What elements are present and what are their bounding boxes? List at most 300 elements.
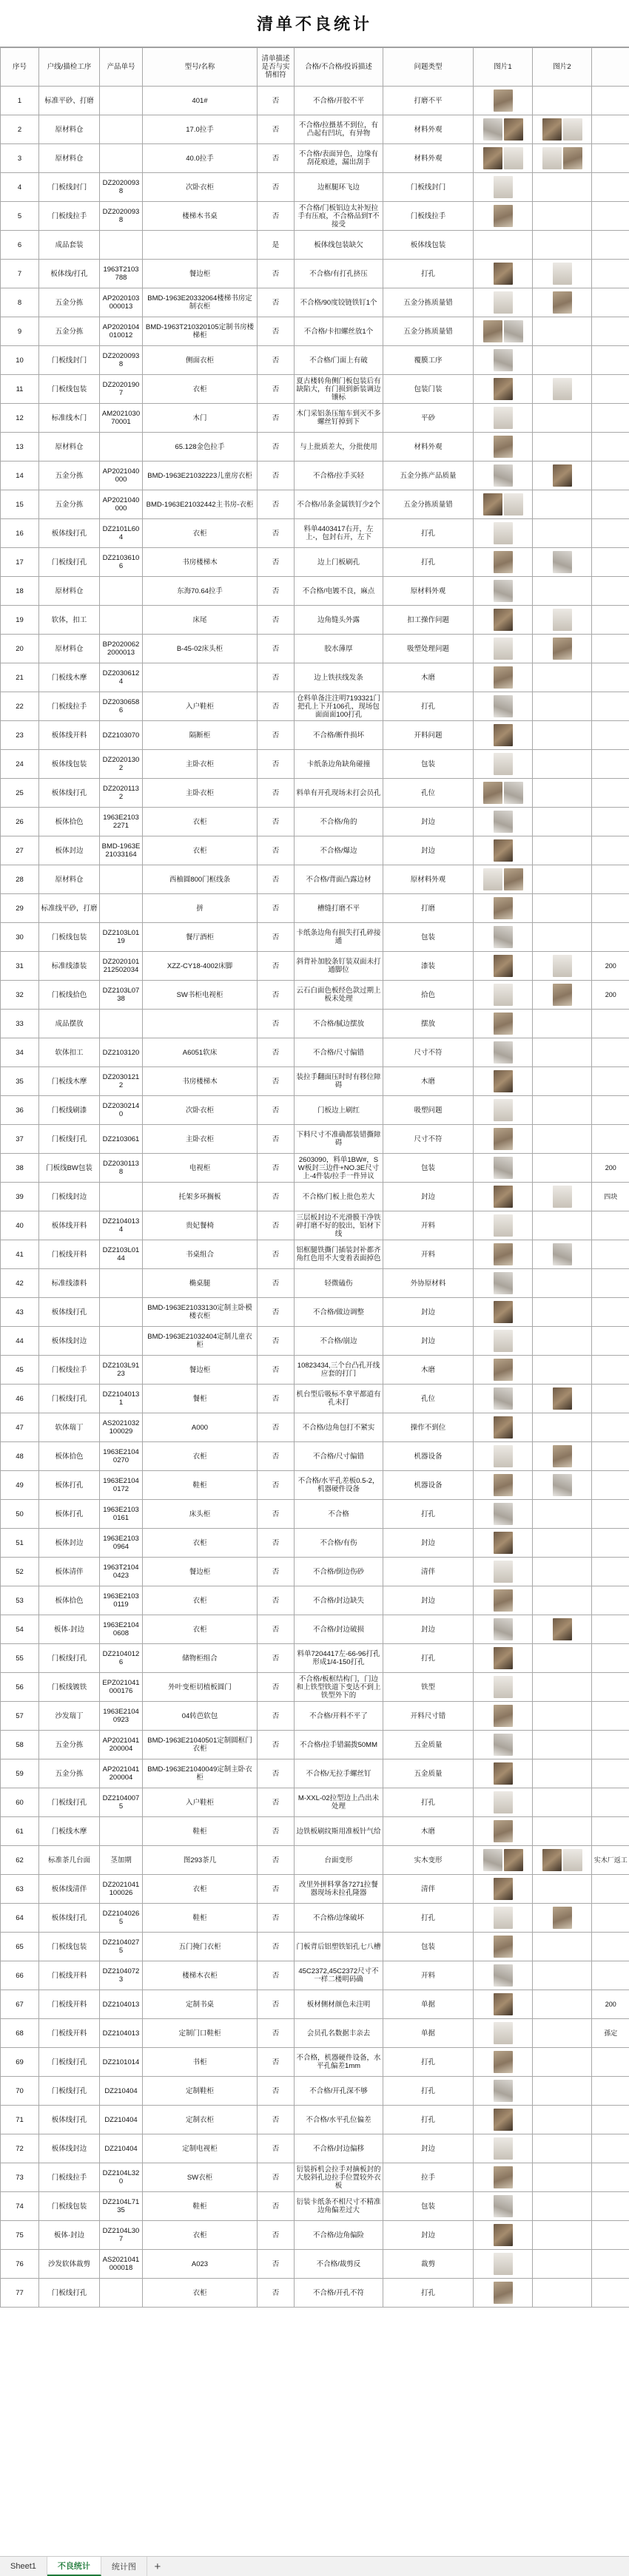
cell-product-no[interactable]: 1963E21040923	[100, 1702, 143, 1731]
cell-product-no[interactable]: DZ2103061	[100, 1125, 143, 1154]
cell-image-2[interactable]	[533, 808, 592, 836]
cell-match[interactable]: 否	[258, 1471, 295, 1500]
cell-description[interactable]: 不合格/水平孔差板0.5-2，机器硬件设备	[295, 1471, 383, 1500]
cell-product-no[interactable]: DZ2020101212502034	[100, 952, 143, 981]
cell-product-no[interactable]: DZ20306124	[100, 663, 143, 692]
cell-match[interactable]: 否	[258, 1759, 295, 1788]
cell-match[interactable]: 否	[258, 1875, 295, 1904]
cell-description[interactable]: 不合格/封边破损	[295, 1615, 383, 1644]
cell-image-1[interactable]	[474, 1500, 533, 1529]
cell-match[interactable]: 否	[258, 202, 295, 231]
photo-thumbnail[interactable]	[494, 1676, 513, 1698]
cell-index[interactable]: 49	[1, 1471, 39, 1500]
cell-model[interactable]: BMD-1963E20332064楼梯书房定制衣柜	[143, 288, 258, 317]
cell-extra[interactable]	[592, 865, 629, 894]
cell-process[interactable]: 板体线清伴	[39, 1875, 100, 1904]
cell-match[interactable]: 否	[258, 433, 295, 462]
cell-image-2[interactable]	[533, 2106, 592, 2134]
cell-image-1[interactable]	[474, 2250, 533, 2279]
cell-issue-type[interactable]: 门板线拉手	[383, 202, 474, 231]
cell-image-2[interactable]	[533, 1759, 592, 1788]
photo-thumbnail[interactable]	[494, 2051, 513, 2073]
cell-match[interactable]: 否	[258, 865, 295, 894]
cell-model[interactable]	[143, 663, 258, 692]
cell-index[interactable]: 32	[1, 981, 39, 1010]
cell-match[interactable]: 否	[258, 750, 295, 779]
col-header-model[interactable]: 型号/名称	[143, 48, 258, 87]
cell-index[interactable]: 48	[1, 1442, 39, 1471]
photo-thumbnail[interactable]	[494, 1186, 513, 1208]
cell-image-1[interactable]	[474, 894, 533, 923]
cell-index[interactable]: 73	[1, 2163, 39, 2192]
cell-extra[interactable]	[592, 2279, 629, 2308]
cell-image-2[interactable]	[533, 1673, 592, 1702]
cell-description[interactable]: 料单4403417右开，左上-，包封右开，左下	[295, 519, 383, 548]
cell-product-no[interactable]: DZ2021041100026	[100, 1875, 143, 1904]
cell-image-1[interactable]	[474, 779, 533, 808]
photo-thumbnail[interactable]	[494, 1734, 513, 1756]
cell-product-no[interactable]: DZ2103L0144	[100, 1240, 143, 1269]
cell-model[interactable]	[143, 1010, 258, 1038]
cell-image-1[interactable]	[474, 144, 533, 173]
cell-product-no[interactable]: DZ20301138	[100, 1154, 143, 1183]
cell-model[interactable]: 定制门口鞋柜	[143, 2019, 258, 2048]
cell-issue-type[interactable]: 木磨	[383, 1817, 474, 1846]
cell-image-1[interactable]	[474, 1817, 533, 1846]
cell-process[interactable]: 门板线拉手	[39, 692, 100, 721]
cell-index[interactable]: 18	[1, 577, 39, 606]
cell-image-2[interactable]	[533, 1558, 592, 1586]
cell-process[interactable]: 板体线封边	[39, 1327, 100, 1356]
cell-process[interactable]: 软体扣工	[39, 1038, 100, 1067]
cell-image-2[interactable]	[533, 462, 592, 490]
photo-thumbnail[interactable]	[483, 320, 502, 342]
cell-process[interactable]: 成品套装	[39, 231, 100, 260]
photo-thumbnail[interactable]	[553, 1387, 572, 1410]
cell-extra[interactable]	[592, 663, 629, 692]
cell-model[interactable]: 侧面衣柜	[143, 346, 258, 375]
photo-thumbnail[interactable]	[494, 1907, 513, 1929]
cell-issue-type[interactable]: 封边	[383, 2134, 474, 2163]
cell-image-1[interactable]	[474, 1644, 533, 1673]
cell-issue-type[interactable]: 打孔	[383, 1500, 474, 1529]
cell-process[interactable]: 原材料仓	[39, 635, 100, 663]
cell-issue-type[interactable]: 五金分拣质量错	[383, 490, 474, 519]
cell-issue-type[interactable]: 孔位	[383, 1385, 474, 1413]
cell-extra[interactable]	[592, 1471, 629, 1500]
photo-thumbnail[interactable]	[483, 782, 502, 804]
photo-thumbnail[interactable]	[494, 2022, 513, 2044]
cell-issue-type[interactable]: 孔位	[383, 779, 474, 808]
cell-image-2[interactable]	[533, 375, 592, 404]
cell-process[interactable]: 原材料仓	[39, 865, 100, 894]
cell-process[interactable]: 板体拾色	[39, 1442, 100, 1471]
cell-model[interactable]: 主卧衣柜	[143, 1125, 258, 1154]
cell-product-no[interactable]: DZ2103L0119	[100, 923, 143, 952]
cell-image-2[interactable]	[533, 1154, 592, 1183]
cell-model[interactable]: SW书柜电视柜	[143, 981, 258, 1010]
photo-thumbnail[interactable]	[494, 897, 513, 919]
cell-index[interactable]: 2	[1, 115, 39, 144]
cell-image-1[interactable]	[474, 1010, 533, 1038]
cell-issue-type[interactable]: 门板线封门	[383, 173, 474, 202]
cell-issue-type[interactable]: 打孔	[383, 1644, 474, 1673]
cell-image-1[interactable]	[474, 1933, 533, 1961]
cell-image-2[interactable]	[533, 1788, 592, 1817]
cell-match[interactable]: 否	[258, 894, 295, 923]
photo-thumbnail[interactable]	[494, 2109, 513, 2131]
cell-description[interactable]: 不合格/尺寸偏错	[295, 1038, 383, 1067]
cell-process[interactable]: 板体封边	[39, 836, 100, 865]
photo-thumbnail[interactable]	[553, 1474, 572, 1496]
cell-extra[interactable]	[592, 144, 629, 173]
cell-description[interactable]: 45C2372,45C2372尺寸不一样二楼明码确	[295, 1961, 383, 1990]
cell-match[interactable]: 否	[258, 1240, 295, 1269]
cell-process[interactable]: 板体线包装	[39, 750, 100, 779]
cell-issue-type[interactable]: 清伴	[383, 1875, 474, 1904]
cell-issue-type[interactable]: 吸塑问题	[383, 1096, 474, 1125]
cell-extra[interactable]	[592, 115, 629, 144]
cell-description[interactable]: 胶水薄厚	[295, 635, 383, 663]
cell-process[interactable]: 门板线拉手	[39, 202, 100, 231]
cell-process[interactable]: 板体·封边	[39, 1615, 100, 1644]
cell-model[interactable]: BMD-1963E21040501定制圆框门衣柜	[143, 1731, 258, 1759]
cell-product-no[interactable]: DZ2103120	[100, 1038, 143, 1067]
cell-extra[interactable]	[592, 1702, 629, 1731]
cell-product-no[interactable]	[100, 87, 143, 115]
cell-description[interactable]: 不合格/背面凸露边材	[295, 865, 383, 894]
photo-thumbnail[interactable]	[494, 2224, 513, 2246]
cell-index[interactable]: 31	[1, 952, 39, 981]
cell-index[interactable]: 71	[1, 2106, 39, 2134]
photo-thumbnail[interactable]	[494, 1243, 513, 1265]
cell-image-2[interactable]	[533, 1615, 592, 1644]
photo-thumbnail[interactable]	[504, 1849, 523, 1871]
cell-extra[interactable]	[592, 779, 629, 808]
cell-issue-type[interactable]: 单据	[383, 2019, 474, 2048]
photo-thumbnail[interactable]	[494, 724, 513, 746]
photo-thumbnail[interactable]	[494, 1878, 513, 1900]
cell-image-1[interactable]	[474, 2163, 533, 2192]
cell-model[interactable]: 衣柜	[143, 2279, 258, 2308]
photo-thumbnail[interactable]	[504, 118, 523, 141]
cell-match[interactable]: 否	[258, 1933, 295, 1961]
cell-image-2[interactable]	[533, 1010, 592, 1038]
cell-description[interactable]: 不合格/倒边伤砂	[295, 1558, 383, 1586]
photo-thumbnail[interactable]	[563, 147, 582, 169]
cell-process[interactable]: 门板线打孔	[39, 548, 100, 577]
col-header-process[interactable]: 户线/描检工序	[39, 48, 100, 87]
cell-image-2[interactable]	[533, 894, 592, 923]
cell-image-2[interactable]	[533, 1327, 592, 1356]
photo-thumbnail[interactable]	[553, 1907, 572, 1929]
cell-process[interactable]: 门板线打孔	[39, 1125, 100, 1154]
photo-thumbnail[interactable]	[504, 147, 523, 169]
cell-extra[interactable]	[592, 692, 629, 721]
cell-index[interactable]: 29	[1, 894, 39, 923]
cell-match[interactable]: 否	[258, 173, 295, 202]
cell-product-no[interactable]: 1963E21040270	[100, 1442, 143, 1471]
cell-product-no[interactable]: BMD-1963E21033164	[100, 836, 143, 865]
cell-extra[interactable]	[592, 260, 629, 288]
cell-process[interactable]: 板体拾色	[39, 1586, 100, 1615]
cell-model[interactable]: 餐柜	[143, 1385, 258, 1413]
cell-image-1[interactable]	[474, 1240, 533, 1269]
cell-description[interactable]: 门板背后铝塑铁铝孔七八槽	[295, 1933, 383, 1961]
cell-issue-type[interactable]: 打孔	[383, 1788, 474, 1817]
cell-extra[interactable]: 200	[592, 981, 629, 1010]
cell-match[interactable]: 是	[258, 231, 295, 260]
cell-index[interactable]: 22	[1, 692, 39, 721]
cell-extra[interactable]	[592, 1933, 629, 1961]
cell-description[interactable]: 不合格	[295, 1500, 383, 1529]
photo-thumbnail[interactable]	[494, 1157, 513, 1179]
cell-model[interactable]: 餐边柜	[143, 260, 258, 288]
cell-index[interactable]: 19	[1, 606, 39, 635]
cell-match[interactable]: 否	[258, 2250, 295, 2279]
photo-thumbnail[interactable]	[494, 666, 513, 689]
cell-issue-type[interactable]: 裁剪	[383, 2250, 474, 2279]
cell-extra[interactable]	[592, 202, 629, 231]
cell-index[interactable]: 4	[1, 173, 39, 202]
cell-description[interactable]: 不合格/门板上批色差大	[295, 1183, 383, 1211]
cell-image-1[interactable]	[474, 1904, 533, 1933]
cell-model[interactable]: 外叶变柜切植板圆门	[143, 1673, 258, 1702]
cell-index[interactable]: 26	[1, 808, 39, 836]
photo-thumbnail[interactable]	[494, 205, 513, 227]
cell-index[interactable]: 20	[1, 635, 39, 663]
cell-model[interactable]: 衣柜	[143, 1442, 258, 1471]
cell-process[interactable]: 门板线打孔	[39, 1788, 100, 1817]
col-header-extra[interactable]	[592, 48, 629, 87]
tab-chart[interactable]: 统计图	[101, 2557, 147, 2576]
cell-process[interactable]: 标准线平砂，打磨	[39, 894, 100, 923]
cell-product-no[interactable]	[100, 433, 143, 462]
cell-model[interactable]: A6051软床	[143, 1038, 258, 1067]
cell-description[interactable]: 仓料单备注注明7193321门把孔上下开106孔，现场包面面面100打孔	[295, 692, 383, 721]
cell-issue-type[interactable]: 封边	[383, 1615, 474, 1644]
cell-description[interactable]: 不合格/门板铝边太补短拉手有压痕，不合格品到T不接受	[295, 202, 383, 231]
photo-thumbnail[interactable]	[494, 1964, 513, 1987]
cell-match[interactable]: 否	[258, 1298, 295, 1327]
cell-extra[interactable]: 孫定	[592, 2019, 629, 2048]
cell-image-2[interactable]	[533, 952, 592, 981]
cell-image-1[interactable]	[474, 635, 533, 663]
cell-process[interactable]: 门板线镀铁	[39, 1673, 100, 1702]
cell-image-2[interactable]	[533, 404, 592, 433]
cell-description[interactable]: 改里外拼料掌备7271拉餐器现场未拉孔隆器	[295, 1875, 383, 1904]
cell-product-no[interactable]: DZ21040075	[100, 1788, 143, 1817]
cell-product-no[interactable]: DZ20200938	[100, 173, 143, 202]
cell-model[interactable]: 衣柜	[143, 519, 258, 548]
cell-image-1[interactable]	[474, 1385, 533, 1413]
cell-index[interactable]: 43	[1, 1298, 39, 1327]
cell-extra[interactable]	[592, 519, 629, 548]
cell-process[interactable]: 标准平砂、打磨	[39, 87, 100, 115]
cell-model[interactable]: 鞋柜	[143, 1817, 258, 1846]
cell-product-no[interactable]: 1963E21030119	[100, 1586, 143, 1615]
cell-image-1[interactable]	[474, 952, 533, 981]
photo-thumbnail[interactable]	[494, 291, 513, 314]
cell-issue-type[interactable]: 打孔	[383, 548, 474, 577]
cell-process[interactable]: 板体拾色	[39, 808, 100, 836]
cell-match[interactable]: 否	[258, 923, 295, 952]
cell-model[interactable]: 衣柜	[143, 836, 258, 865]
photo-thumbnail[interactable]	[494, 811, 513, 833]
cell-image-1[interactable]	[474, 1788, 533, 1817]
cell-match[interactable]: 否	[258, 375, 295, 404]
cell-process[interactable]: 门板线BW包装	[39, 1154, 100, 1183]
cell-image-2[interactable]	[533, 202, 592, 231]
cell-model[interactable]: 入户鞋柜	[143, 1788, 258, 1817]
cell-index[interactable]: 50	[1, 1500, 39, 1529]
cell-image-1[interactable]	[474, 1269, 533, 1298]
cell-description[interactable]: 料单7204417左-66-96打孔形成1/4-150打孔	[295, 1644, 383, 1673]
cell-index[interactable]: 65	[1, 1933, 39, 1961]
cell-image-1[interactable]	[474, 404, 533, 433]
cell-process[interactable]: 门板线拉手	[39, 1356, 100, 1385]
cell-product-no[interactable]: 茎加期	[100, 1846, 143, 1875]
photo-thumbnail[interactable]	[542, 1849, 562, 1871]
cell-issue-type[interactable]: 五金质量	[383, 1759, 474, 1788]
cell-image-2[interactable]	[533, 2221, 592, 2250]
cell-image-1[interactable]	[474, 836, 533, 865]
cell-process[interactable]: 板体线打孔	[39, 1298, 100, 1327]
cell-model[interactable]: 衣柜	[143, 1586, 258, 1615]
cell-extra[interactable]	[592, 87, 629, 115]
cell-extra[interactable]	[592, 288, 629, 317]
cell-model[interactable]: 贵妃餐椅	[143, 1211, 258, 1240]
cell-extra[interactable]	[592, 1038, 629, 1067]
cell-image-2[interactable]	[533, 577, 592, 606]
cell-image-1[interactable]	[474, 462, 533, 490]
cell-image-1[interactable]	[474, 2048, 533, 2077]
cell-product-no[interactable]: DZ2103L9123	[100, 1356, 143, 1385]
cell-extra[interactable]	[592, 231, 629, 260]
cell-issue-type[interactable]: 打孔	[383, 2279, 474, 2308]
cell-extra[interactable]: 200	[592, 1154, 629, 1183]
cell-description[interactable]: 边铁板刷纹斯用准板针气给	[295, 1817, 383, 1846]
photo-thumbnail[interactable]	[494, 349, 513, 371]
cell-model[interactable]: 餐边柜	[143, 1356, 258, 1385]
cell-process[interactable]: 成品摆放	[39, 1010, 100, 1038]
cell-image-1[interactable]	[474, 87, 533, 115]
photo-thumbnail[interactable]	[494, 378, 513, 400]
cell-process[interactable]: 标准线木门	[39, 404, 100, 433]
cell-model[interactable]: A000	[143, 1413, 258, 1442]
cell-match[interactable]: 否	[258, 2221, 295, 2250]
cell-extra[interactable]	[592, 375, 629, 404]
cell-product-no[interactable]: DZ20306586	[100, 692, 143, 721]
cell-image-1[interactable]	[474, 548, 533, 577]
cell-image-1[interactable]	[474, 1356, 533, 1385]
cell-product-no[interactable]: EPZ021041000176	[100, 1673, 143, 1702]
cell-product-no[interactable]: DZ21040131	[100, 1385, 143, 1413]
cell-index[interactable]: 64	[1, 1904, 39, 1933]
cell-process[interactable]: 板体打孔	[39, 1471, 100, 1500]
cell-description[interactable]: 板体线包装缺欠	[295, 231, 383, 260]
cell-index[interactable]: 11	[1, 375, 39, 404]
cell-image-2[interactable]	[533, 115, 592, 144]
photo-thumbnail[interactable]	[504, 782, 523, 804]
cell-product-no[interactable]: DZ210404	[100, 2077, 143, 2106]
cell-model[interactable]: A023	[143, 2250, 258, 2279]
cell-image-1[interactable]	[474, 1990, 533, 2019]
cell-product-no[interactable]: DZ20301212	[100, 1067, 143, 1096]
cell-issue-type[interactable]: 开料尺寸错	[383, 1702, 474, 1731]
cell-description[interactable]: 轻微磕伤	[295, 1269, 383, 1298]
photo-thumbnail[interactable]	[494, 407, 513, 429]
cell-issue-type[interactable]: 封边	[383, 2221, 474, 2250]
photo-thumbnail[interactable]	[553, 609, 572, 631]
cell-index[interactable]: 24	[1, 750, 39, 779]
cell-issue-type[interactable]: 封边	[383, 808, 474, 836]
cell-issue-type[interactable]: 打孔	[383, 2077, 474, 2106]
cell-process[interactable]: 板体线打孔	[39, 519, 100, 548]
cell-index[interactable]: 14	[1, 462, 39, 490]
cell-image-2[interactable]	[533, 1038, 592, 1067]
cell-index[interactable]: 68	[1, 2019, 39, 2048]
cell-image-1[interactable]	[474, 173, 533, 202]
cell-extra[interactable]	[592, 490, 629, 519]
cell-image-1[interactable]	[474, 1183, 533, 1211]
cell-extra[interactable]	[592, 1673, 629, 1702]
cell-description[interactable]: 铝框腿铁撕门插装封补都齐角红色用不大变着表面掉色	[295, 1240, 383, 1269]
cell-extra[interactable]: 实木厂返工	[592, 1846, 629, 1875]
cell-issue-type[interactable]: 木磨	[383, 663, 474, 692]
cell-match[interactable]: 否	[258, 87, 295, 115]
photo-thumbnail[interactable]	[494, 609, 513, 631]
cell-product-no[interactable]: AP2021040000	[100, 490, 143, 519]
cell-model[interactable]: 鞋柜	[143, 1471, 258, 1500]
cell-image-2[interactable]	[533, 1586, 592, 1615]
cell-description[interactable]: 板材侧材颜色未注明	[295, 1990, 383, 2019]
cell-issue-type[interactable]: 打磨不平	[383, 87, 474, 115]
cell-extra[interactable]	[592, 836, 629, 865]
photo-thumbnail[interactable]	[504, 320, 523, 342]
cell-issue-type[interactable]: 实木变形	[383, 1846, 474, 1875]
cell-description[interactable]: 不合格/尺寸偏错	[295, 1442, 383, 1471]
col-header-product-no[interactable]: 产品单号	[100, 48, 143, 87]
cell-image-2[interactable]	[533, 1067, 592, 1096]
cell-image-2[interactable]	[533, 2279, 592, 2308]
cell-description[interactable]: 机台型后吸标不拿平都道有孔未打	[295, 1385, 383, 1413]
photo-thumbnail[interactable]	[494, 2080, 513, 2102]
cell-process[interactable]: 板体线开料	[39, 721, 100, 750]
photo-thumbnail[interactable]	[494, 1387, 513, 1410]
cell-process[interactable]: 五金分拣	[39, 490, 100, 519]
cell-description[interactable]: 不合格/电镀不良，麻点	[295, 577, 383, 606]
cell-issue-type[interactable]: 打孔	[383, 260, 474, 288]
cell-description[interactable]: 边角缝头外露	[295, 606, 383, 635]
cell-issue-type[interactable]: 木磨	[383, 1067, 474, 1096]
photo-thumbnail[interactable]	[494, 2195, 513, 2217]
cell-description[interactable]: 不合格/腻边摆放	[295, 1010, 383, 1038]
cell-index[interactable]: 66	[1, 1961, 39, 1990]
cell-description[interactable]: 下料尺寸不准确都装错撕障碍	[295, 1125, 383, 1154]
photo-thumbnail[interactable]	[542, 118, 562, 141]
cell-image-2[interactable]	[533, 1933, 592, 1961]
cell-model[interactable]: 餐厅酒柜	[143, 923, 258, 952]
cell-extra[interactable]	[592, 1298, 629, 1327]
cell-extra[interactable]	[592, 548, 629, 577]
cell-model[interactable]: B-45-02床头柜	[143, 635, 258, 663]
cell-match[interactable]: 否	[258, 1673, 295, 1702]
cell-extra[interactable]	[592, 750, 629, 779]
cell-extra[interactable]	[592, 2192, 629, 2221]
cell-description[interactable]: 木门采铝条压缩车到灭不多螺丝钉掉到下	[295, 404, 383, 433]
cell-image-2[interactable]	[533, 1356, 592, 1385]
